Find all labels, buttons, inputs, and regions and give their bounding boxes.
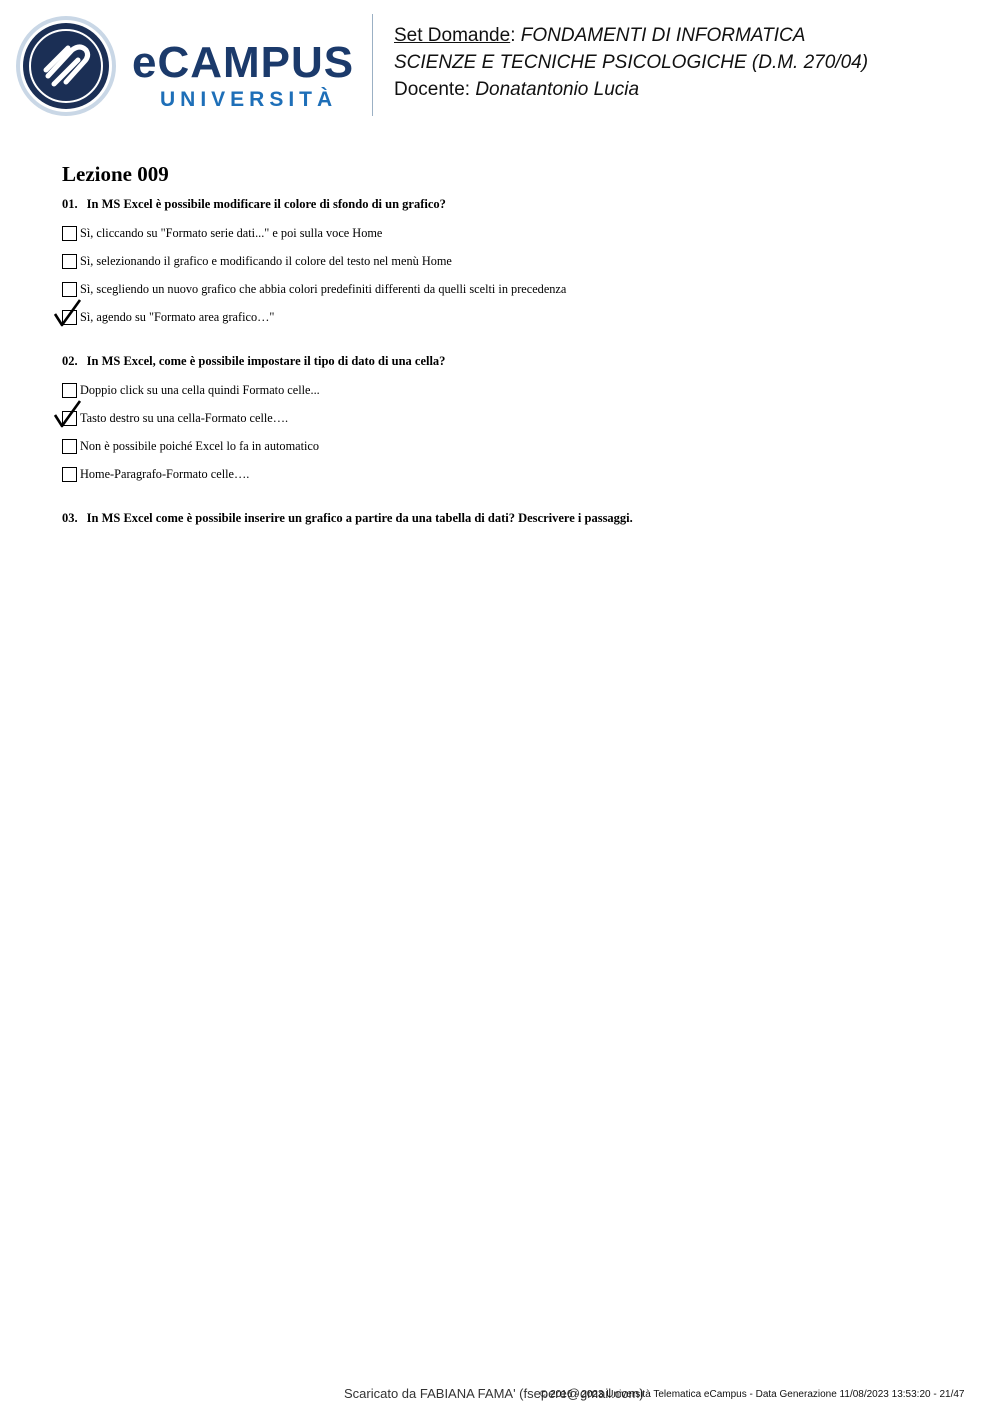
checkmark-icon [53,298,83,328]
question-3 [62,511,962,526]
answer-option[interactable] [62,250,962,278]
footer-credit: © 2016 - 2023 Università Telematica eCampus - Data Generazione 11/08/2023 13:53:20 - 21/47 [540,1389,965,1400]
lesson-title: Lezione 009 [62,162,169,186]
option-label: Home-Paragrafo-Formato celle…. [80,466,250,481]
checkbox[interactable] [62,467,77,482]
header-info [394,22,868,103]
checkbox[interactable] [62,383,77,398]
logo-subtitle: UNIVERSITÀ [160,88,338,111]
question-text [62,354,962,369]
course-line: Set Domande: FONDAMENTI DI INFORMATICA [394,25,806,46]
ecampus-logo-icon [14,14,118,118]
answer-option[interactable] [62,278,962,306]
set-label: Set Domande [394,25,511,46]
option-label: Sì, agendo su "Formato area grafico…" [80,309,275,324]
question-number: 03. [62,511,78,525]
question-label: In MS Excel è possibile modificare il colore di sfondo di un grafico? [86,197,446,211]
lesson-content [62,162,962,546]
answer-option[interactable] [62,407,962,435]
question-number: 01. [62,197,78,211]
question-label: In MS Excel, come è possibile impostare il tipo di dato di una cella? [86,354,446,368]
answer-option[interactable] [62,222,962,250]
question-number: 02. [62,354,78,368]
teacher-line [394,76,868,103]
teacher-name: Donatantonio Lucia [475,79,640,100]
option-label: Sì, scegliendo un nuovo grafico che abbia colori predefiniti differenti da quelli scelti in precedenza [80,281,567,296]
option-label: Non è possibile poiché Excel lo fa in automatico [80,438,320,453]
header-divider [372,14,373,116]
option-label: Doppio click su una cella quindi Formato celle... [80,382,320,397]
question-2 [62,354,962,491]
teacher-label: Docente: [394,79,471,100]
degree-name: SCIENZE E TECNICHE PSICOLOGICHE (D.M. 270/04) [394,52,869,73]
checkmark-icon [53,399,83,429]
option-label: Tasto destro su una cella-Formato celle…. [80,410,289,425]
checkbox[interactable] [62,226,77,241]
answer-option[interactable] [62,435,962,463]
logo-wordmark: eCAMPUS [132,38,355,87]
checkbox[interactable] [62,254,77,269]
answer-option[interactable] [62,306,962,334]
checkbox[interactable] [62,282,77,297]
degree-line [394,49,868,76]
question-1 [62,197,962,334]
answer-option[interactable] [62,379,962,407]
course-name: FONDAMENTI DI INFORMATICA [520,25,806,46]
question-text [62,197,962,212]
footer-downloaded: Scaricato da FABIANA FAMA' (fsepere@gmail.com) [344,1386,644,1401]
option-label: Sì, cliccando su "Formato serie dati..." e poi sulla voce Home [80,225,383,240]
option-label: Sì, selezionando il grafico e modificando il colore del testo nel menù Home [80,253,452,268]
question-list [62,197,962,526]
document-header [0,0,1000,130]
question-text [62,511,962,526]
checkbox[interactable] [62,439,77,454]
question-label: In MS Excel come è possibile inserire un grafico a partire da una tabella di dati? Descrivere i passaggi. [86,511,633,525]
answer-option[interactable] [62,463,962,491]
